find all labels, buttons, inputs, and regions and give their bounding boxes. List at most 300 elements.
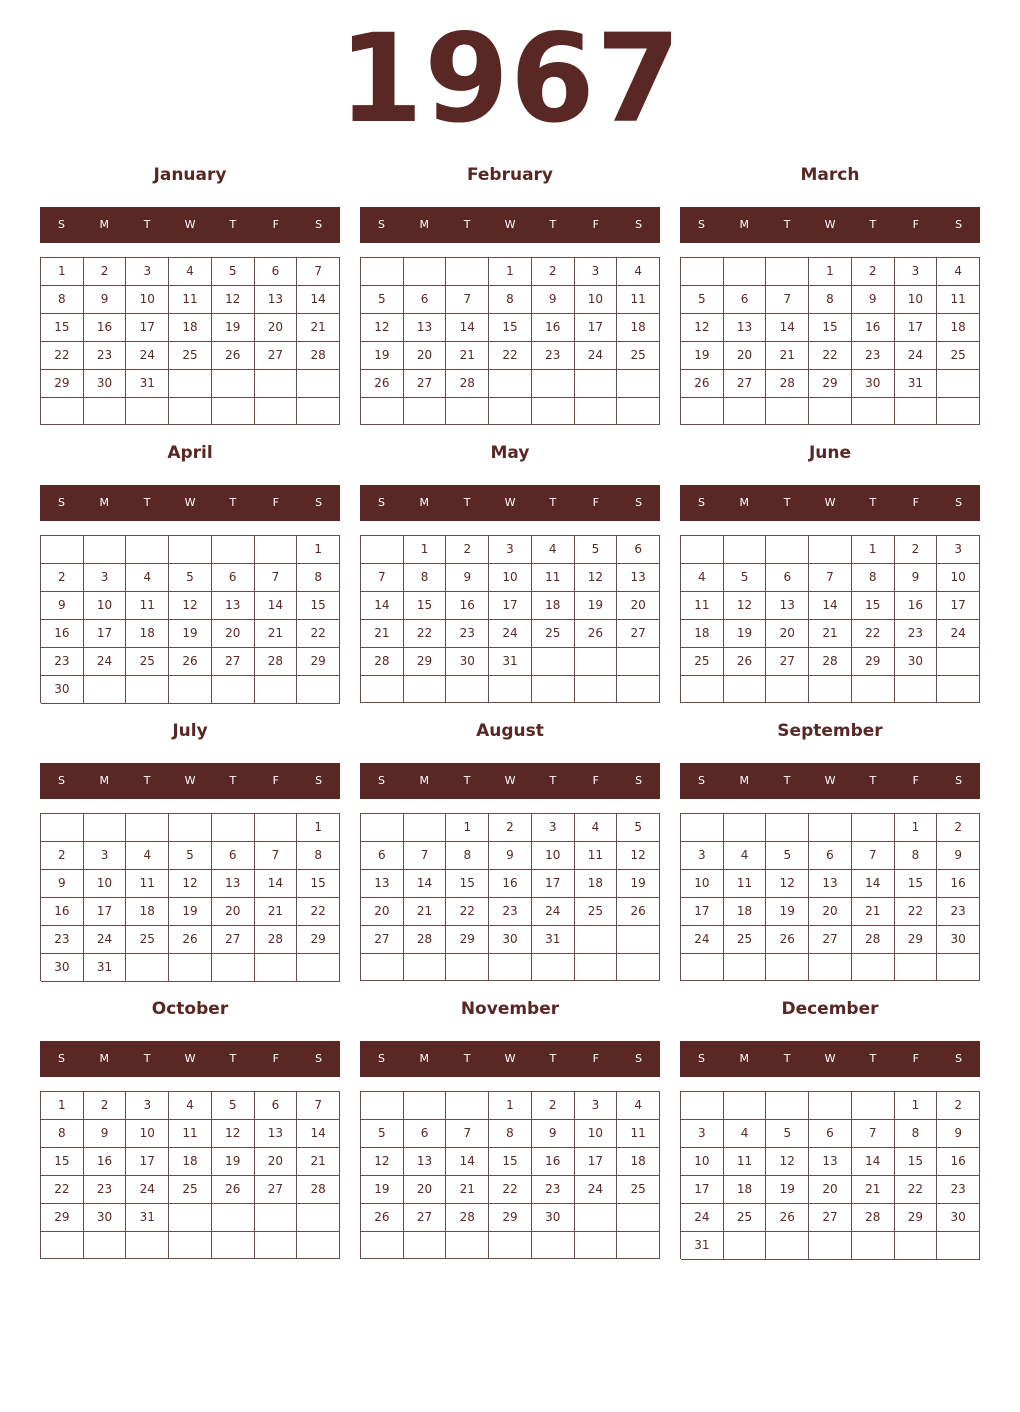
day-cell: 10	[681, 1148, 724, 1176]
day-cell: 14	[255, 870, 298, 898]
day-cell: 17	[84, 898, 127, 926]
month-title: September	[777, 721, 883, 741]
month-october	[40, 994, 340, 1264]
weekday-label: T	[463, 218, 471, 231]
day-cell	[852, 1232, 895, 1260]
day-cell: 1	[297, 536, 340, 564]
month-title: December	[781, 999, 879, 1019]
day-grid	[680, 257, 980, 425]
day-cell: 30	[84, 1204, 127, 1232]
day-cell	[681, 258, 724, 286]
day-cell: 26	[361, 1204, 404, 1232]
day-cell: 8	[852, 564, 895, 592]
day-cell: 4	[169, 258, 212, 286]
day-cell: 11	[937, 286, 980, 314]
day-cell: 20	[212, 620, 255, 648]
month-title: October	[151, 999, 229, 1019]
weekday-label: F	[912, 218, 919, 231]
day-cell	[255, 814, 298, 842]
day-cell	[809, 1232, 852, 1260]
day-cell	[724, 536, 767, 564]
day-cell: 21	[361, 620, 404, 648]
day-cell: 15	[489, 314, 532, 342]
day-cell	[126, 1232, 169, 1259]
day-cell: 18	[724, 898, 767, 926]
day-cell	[404, 676, 447, 703]
weekday-label: S	[635, 496, 643, 509]
day-cell	[41, 1232, 84, 1259]
weekday-label: M	[739, 218, 750, 231]
day-cell: 19	[212, 1148, 255, 1176]
year-title: 1967	[338, 8, 682, 150]
weekday-label: M	[419, 1052, 430, 1065]
day-cell	[724, 1092, 767, 1120]
weekday-label: F	[272, 496, 279, 509]
weekday-label: S	[635, 1052, 643, 1065]
day-cell: 1	[895, 1092, 938, 1120]
day-cell: 26	[361, 370, 404, 398]
day-cell: 16	[84, 314, 127, 342]
day-cell	[41, 536, 84, 564]
day-cell	[169, 370, 212, 398]
day-cell: 30	[937, 926, 980, 954]
day-cell: 16	[41, 898, 84, 926]
day-cell: 27	[724, 370, 767, 398]
day-cell: 25	[617, 1176, 660, 1204]
day-cell: 10	[575, 286, 618, 314]
day-cell: 20	[724, 342, 767, 370]
day-cell: 3	[575, 1092, 618, 1120]
weekday-label: S	[697, 218, 705, 231]
day-cell	[212, 676, 255, 704]
month-december	[680, 994, 980, 1264]
day-cell: 13	[617, 564, 660, 592]
day-cell: 31	[126, 1204, 169, 1232]
day-cell: 23	[489, 898, 532, 926]
day-cell	[255, 1204, 298, 1232]
day-cell	[724, 676, 767, 703]
day-cell	[724, 258, 767, 286]
day-cell: 30	[937, 1204, 980, 1232]
weekday-header	[680, 1041, 980, 1077]
weekday-label: M	[99, 774, 110, 787]
day-cell: 4	[617, 258, 660, 286]
day-cell	[809, 814, 852, 842]
day-cell: 26	[681, 370, 724, 398]
day-cell	[895, 1232, 938, 1260]
day-cell	[575, 1204, 618, 1232]
day-cell: 4	[532, 536, 575, 564]
day-cell	[617, 1232, 660, 1259]
day-cell: 1	[41, 258, 84, 286]
weekday-header	[40, 763, 340, 799]
day-cell: 5	[617, 814, 660, 842]
day-cell: 21	[255, 898, 298, 926]
day-cell	[404, 1092, 447, 1120]
day-cell: 26	[617, 898, 660, 926]
day-cell	[617, 676, 660, 703]
weekday-label: T	[549, 774, 557, 787]
weekday-header	[40, 207, 340, 243]
day-cell: 28	[446, 370, 489, 398]
day-cell: 12	[361, 1148, 404, 1176]
day-cell: 19	[169, 620, 212, 648]
day-cell: 10	[681, 870, 724, 898]
day-cell: 6	[255, 1092, 298, 1120]
day-cell	[297, 398, 340, 425]
day-cell: 19	[724, 620, 767, 648]
day-cell	[766, 398, 809, 425]
day-cell: 29	[41, 370, 84, 398]
day-cell	[212, 954, 255, 982]
day-cell	[937, 1232, 980, 1260]
day-cell	[724, 954, 767, 981]
day-cell: 22	[895, 898, 938, 926]
day-cell: 24	[126, 1176, 169, 1204]
weekday-label: T	[463, 774, 471, 787]
day-grid	[40, 535, 340, 703]
day-cell: 14	[446, 1148, 489, 1176]
day-cell: 8	[895, 842, 938, 870]
day-cell: 4	[575, 814, 618, 842]
day-cell: 12	[169, 870, 212, 898]
day-cell: 26	[212, 1176, 255, 1204]
day-cell: 13	[724, 314, 767, 342]
day-cell	[766, 258, 809, 286]
day-cell: 27	[255, 342, 298, 370]
day-cell: 27	[617, 620, 660, 648]
weekday-label: S	[635, 774, 643, 787]
weekday-label: M	[739, 1052, 750, 1065]
weekday-label: W	[184, 496, 196, 509]
day-cell: 25	[681, 648, 724, 676]
day-cell: 30	[84, 370, 127, 398]
day-cell: 4	[681, 564, 724, 592]
day-cell: 27	[212, 926, 255, 954]
day-cell: 2	[532, 258, 575, 286]
day-cell	[532, 1232, 575, 1259]
day-cell: 16	[937, 1148, 980, 1176]
day-cell: 12	[212, 1120, 255, 1148]
weekday-label: S	[315, 496, 323, 509]
day-cell: 5	[212, 258, 255, 286]
day-cell	[361, 814, 404, 842]
weekday-label: S	[315, 1052, 323, 1065]
day-cell	[41, 398, 84, 425]
day-cell: 9	[84, 286, 127, 314]
day-cell: 8	[41, 1120, 84, 1148]
day-cell	[809, 954, 852, 981]
weekday-header	[40, 1041, 340, 1077]
day-cell: 22	[446, 898, 489, 926]
day-cell: 12	[169, 592, 212, 620]
day-cell	[766, 1092, 809, 1120]
day-cell: 18	[532, 592, 575, 620]
day-cell	[532, 398, 575, 425]
day-cell	[126, 814, 169, 842]
day-cell	[489, 398, 532, 425]
day-cell	[489, 370, 532, 398]
month-title: May	[490, 443, 530, 463]
day-cell: 8	[489, 286, 532, 314]
day-cell	[297, 1232, 340, 1259]
day-cell: 19	[169, 898, 212, 926]
day-cell: 4	[617, 1092, 660, 1120]
day-cell: 6	[404, 1120, 447, 1148]
weekday-header	[360, 1041, 660, 1077]
day-cell: 26	[575, 620, 618, 648]
day-cell	[532, 648, 575, 676]
weekday-label: S	[955, 1052, 963, 1065]
day-cell: 22	[404, 620, 447, 648]
day-cell	[41, 814, 84, 842]
month-title: July	[172, 721, 208, 741]
day-grid	[360, 257, 660, 425]
day-grid	[40, 813, 340, 981]
day-cell	[297, 954, 340, 982]
day-cell: 22	[852, 620, 895, 648]
day-cell: 30	[852, 370, 895, 398]
day-cell: 9	[937, 1120, 980, 1148]
day-cell	[617, 954, 660, 981]
weekday-label: S	[697, 774, 705, 787]
day-cell	[617, 648, 660, 676]
day-cell: 3	[681, 842, 724, 870]
day-cell: 29	[297, 648, 340, 676]
day-cell: 24	[489, 620, 532, 648]
day-cell	[446, 1092, 489, 1120]
month-july	[40, 716, 340, 986]
day-cell: 27	[255, 1176, 298, 1204]
weekday-label: T	[143, 218, 151, 231]
day-cell	[575, 926, 618, 954]
day-cell: 20	[809, 898, 852, 926]
day-cell: 22	[297, 620, 340, 648]
day-cell: 8	[895, 1120, 938, 1148]
month-january	[40, 160, 340, 430]
day-cell: 4	[724, 1120, 767, 1148]
day-cell: 20	[809, 1176, 852, 1204]
day-cell	[212, 1232, 255, 1259]
day-cell	[255, 954, 298, 982]
day-cell: 6	[361, 842, 404, 870]
weekday-label: F	[912, 1052, 919, 1065]
weekday-label: F	[912, 774, 919, 787]
day-grid	[680, 813, 980, 981]
day-cell	[446, 676, 489, 703]
day-cell: 18	[126, 898, 169, 926]
day-cell: 22	[809, 342, 852, 370]
day-cell: 18	[169, 1148, 212, 1176]
day-cell: 6	[809, 1120, 852, 1148]
weekday-label: M	[419, 496, 430, 509]
weekday-label: W	[184, 774, 196, 787]
day-cell: 21	[852, 898, 895, 926]
day-cell	[852, 676, 895, 703]
day-cell: 2	[41, 842, 84, 870]
day-cell: 22	[489, 342, 532, 370]
day-cell: 25	[724, 1204, 767, 1232]
day-cell: 28	[852, 1204, 895, 1232]
day-cell: 17	[937, 592, 980, 620]
day-cell: 5	[766, 842, 809, 870]
day-cell	[852, 398, 895, 425]
weekday-header	[680, 485, 980, 521]
day-cell: 15	[446, 870, 489, 898]
day-cell: 5	[766, 1120, 809, 1148]
day-cell: 7	[809, 564, 852, 592]
weekday-label: W	[504, 496, 516, 509]
day-cell	[446, 258, 489, 286]
day-cell: 26	[766, 1204, 809, 1232]
day-cell: 12	[212, 286, 255, 314]
day-cell: 1	[489, 1092, 532, 1120]
day-cell: 23	[532, 1176, 575, 1204]
day-cell	[809, 398, 852, 425]
day-cell: 22	[41, 1176, 84, 1204]
day-cell: 24	[575, 1176, 618, 1204]
day-cell: 5	[361, 286, 404, 314]
day-cell: 20	[617, 592, 660, 620]
weekday-label: T	[463, 496, 471, 509]
day-cell: 30	[446, 648, 489, 676]
weekday-label: F	[272, 774, 279, 787]
day-cell: 1	[895, 814, 938, 842]
day-cell: 23	[937, 898, 980, 926]
day-cell	[617, 398, 660, 425]
day-cell: 1	[41, 1092, 84, 1120]
day-cell: 22	[895, 1176, 938, 1204]
weekday-label: F	[592, 774, 599, 787]
day-cell: 28	[766, 370, 809, 398]
day-cell: 24	[681, 926, 724, 954]
day-cell: 16	[489, 870, 532, 898]
weekday-label: S	[315, 218, 323, 231]
day-cell: 1	[489, 258, 532, 286]
day-cell: 31	[681, 1232, 724, 1260]
day-cell: 15	[809, 314, 852, 342]
day-cell: 19	[766, 1176, 809, 1204]
day-cell: 22	[297, 898, 340, 926]
weekday-label: M	[739, 774, 750, 787]
day-cell: 14	[766, 314, 809, 342]
day-cell	[766, 676, 809, 703]
day-cell: 29	[809, 370, 852, 398]
weekday-label: M	[739, 496, 750, 509]
day-cell	[404, 1232, 447, 1259]
day-cell: 16	[41, 620, 84, 648]
day-cell: 11	[617, 1120, 660, 1148]
weekday-label: T	[869, 1052, 877, 1065]
weekday-label: T	[549, 1052, 557, 1065]
day-cell: 9	[852, 286, 895, 314]
weekday-label: W	[504, 774, 516, 787]
day-cell: 21	[446, 1176, 489, 1204]
day-cell	[852, 814, 895, 842]
weekday-label: M	[419, 218, 430, 231]
day-cell	[575, 370, 618, 398]
day-cell: 2	[937, 814, 980, 842]
day-cell	[489, 1232, 532, 1259]
day-cell	[169, 1204, 212, 1232]
day-cell: 7	[297, 258, 340, 286]
day-cell	[404, 954, 447, 981]
day-cell: 10	[84, 592, 127, 620]
day-cell: 11	[169, 1120, 212, 1148]
day-cell: 27	[404, 370, 447, 398]
day-cell: 17	[681, 898, 724, 926]
day-cell: 1	[404, 536, 447, 564]
weekday-label: F	[272, 1052, 279, 1065]
day-cell: 25	[126, 648, 169, 676]
day-cell	[575, 676, 618, 703]
day-cell: 2	[84, 1092, 127, 1120]
day-cell: 11	[126, 592, 169, 620]
day-cell: 16	[446, 592, 489, 620]
day-cell: 2	[532, 1092, 575, 1120]
day-cell: 8	[297, 564, 340, 592]
day-cell: 4	[937, 258, 980, 286]
day-cell: 29	[446, 926, 489, 954]
day-cell	[255, 676, 298, 704]
day-cell	[84, 398, 127, 425]
day-cell: 14	[361, 592, 404, 620]
month-title: August	[476, 721, 544, 741]
day-cell: 19	[766, 898, 809, 926]
day-cell	[169, 398, 212, 425]
day-cell: 4	[169, 1092, 212, 1120]
weekday-label: T	[869, 218, 877, 231]
day-cell: 10	[84, 870, 127, 898]
day-cell: 31	[84, 954, 127, 982]
day-cell	[361, 398, 404, 425]
weekday-label: M	[99, 218, 110, 231]
day-cell	[575, 398, 618, 425]
day-cell	[937, 954, 980, 981]
day-cell: 7	[852, 1120, 895, 1148]
weekday-label: T	[549, 496, 557, 509]
weekday-label: T	[869, 774, 877, 787]
day-cell: 20	[255, 314, 298, 342]
day-cell	[681, 676, 724, 703]
day-cell: 8	[41, 286, 84, 314]
day-cell	[937, 370, 980, 398]
day-cell	[297, 1204, 340, 1232]
weekday-label: M	[99, 496, 110, 509]
day-cell: 10	[532, 842, 575, 870]
day-cell: 20	[361, 898, 404, 926]
day-cell	[361, 258, 404, 286]
day-cell: 2	[895, 536, 938, 564]
day-cell: 27	[766, 648, 809, 676]
weekday-header	[680, 763, 980, 799]
day-cell: 24	[84, 926, 127, 954]
day-cell: 23	[84, 342, 127, 370]
day-cell: 4	[724, 842, 767, 870]
day-cell: 11	[575, 842, 618, 870]
day-cell: 25	[169, 1176, 212, 1204]
day-cell: 30	[532, 1204, 575, 1232]
weekday-header	[360, 485, 660, 521]
weekday-label: T	[143, 1052, 151, 1065]
day-cell	[681, 536, 724, 564]
weekday-label: F	[592, 1052, 599, 1065]
day-cell: 13	[255, 286, 298, 314]
day-cell: 6	[766, 564, 809, 592]
day-cell	[84, 814, 127, 842]
day-cell: 25	[532, 620, 575, 648]
day-cell: 15	[297, 870, 340, 898]
